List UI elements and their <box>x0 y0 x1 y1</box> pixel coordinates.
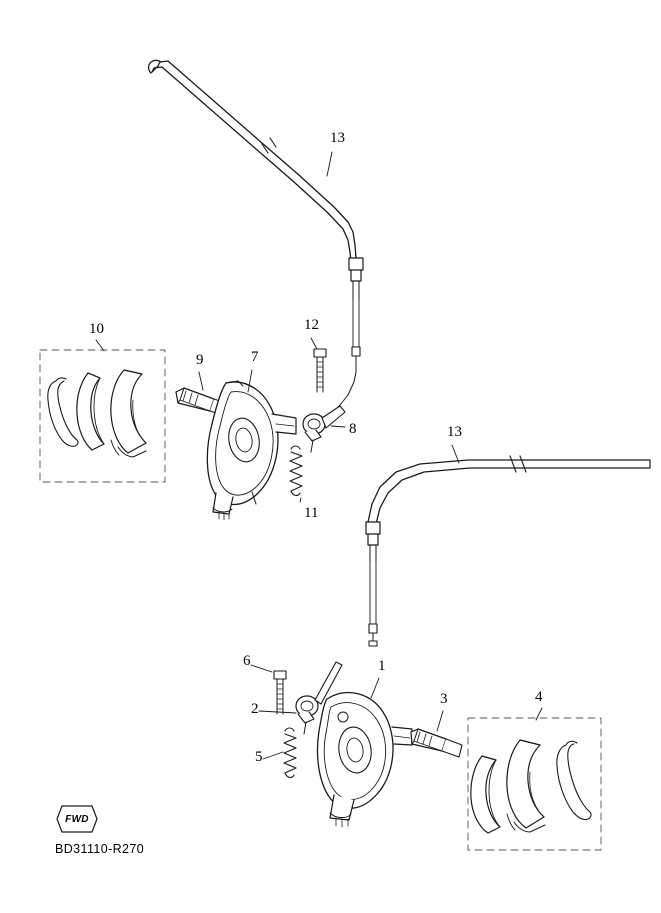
callout-8: 8 <box>349 421 357 437</box>
return-spring-5 <box>284 728 296 777</box>
callout-11: 11 <box>304 505 319 521</box>
callout-6: 6 <box>243 653 251 669</box>
diagram-part-code: BD31110-R270 <box>55 842 145 856</box>
forward-direction-marker <box>57 805 97 833</box>
callout-2: 2 <box>251 701 259 717</box>
callout-13-upper: 13 <box>330 130 345 146</box>
brake-shoe-set-4 <box>468 718 601 850</box>
callout-12: 12 <box>304 317 319 333</box>
brake-backing-plate-7 <box>207 381 296 520</box>
callout-5: 5 <box>255 749 263 765</box>
bolt-12 <box>314 349 326 392</box>
callout-13-lower: 13 <box>447 424 462 440</box>
callout-3: 3 <box>440 691 448 707</box>
brake-backing-plate-1 <box>317 693 412 827</box>
brake-cam-shaft-3 <box>411 729 462 757</box>
brake-shoe-set-10 <box>40 350 165 482</box>
callout-9: 9 <box>196 352 204 368</box>
return-spring-11 <box>290 446 302 495</box>
callout-1: 1 <box>378 658 386 674</box>
brake-cam-lever-8 <box>303 406 345 452</box>
fwd-label: FWD <box>65 813 89 825</box>
callout-10: 10 <box>89 321 104 337</box>
callout-4: 4 <box>535 689 543 705</box>
callout-7: 7 <box>251 349 259 365</box>
brake-cable-lower <box>366 456 650 646</box>
bolt-6 <box>274 671 286 714</box>
